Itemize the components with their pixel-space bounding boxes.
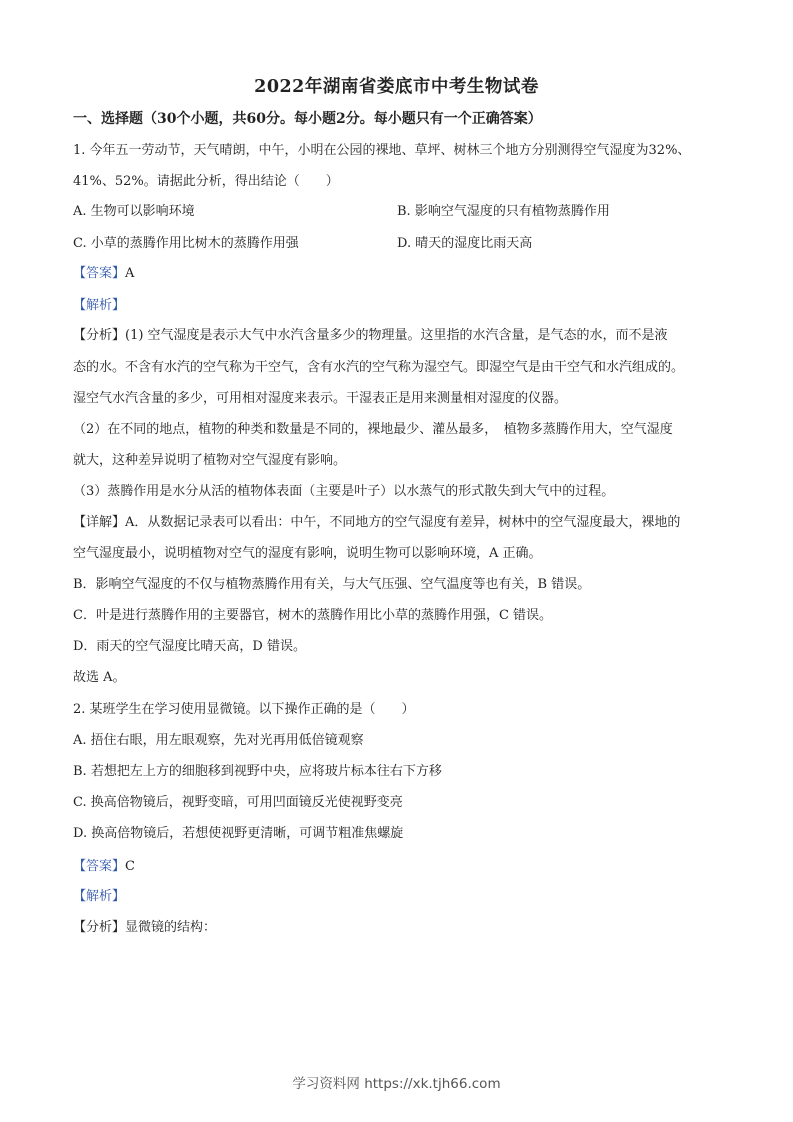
footer-watermark: 学习资料网 https://xk.tjh66.com — [292, 1076, 501, 1092]
answer-value: A — [125, 266, 135, 281]
answer-tag: 【答案】 — [73, 859, 126, 874]
page-title: 2022年湖南省娄底市中考生物试卷 — [254, 77, 539, 97]
q1-analysis-line: 湿空气水汽含量的多少，可用相对湿度来表示。干湿表正是用来测量相对湿度的仪器。 — [73, 391, 568, 406]
q2-analysis-line: 【分析】显微镜的结构： — [73, 920, 217, 935]
q1-stem-line-1: 1. 今年五一劳动节，天气晴朗，中午，小明在公园的裸地、草坪、树林三个地方分别测得空气湿度为32%、 — [73, 143, 691, 158]
q1-analysis-tag: 【解析】 — [73, 298, 126, 313]
q1-option-a: A. 生物可以影响环境 — [73, 204, 195, 219]
q1-option-c: C. 小草的蒸腾作用比树木的蒸腾作用强 — [73, 236, 299, 251]
q1-analysis-line: （3）蒸腾作用是水分从活的植物体表面（主要是叶子）以水蒸气的形式散失到大气中的过程。 — [73, 484, 615, 499]
q1-detail-line: 【详解】A．从数据记录表可以看出：中午，不同地方的空气湿度有差异，树林中的空气湿度最大，裸地的 — [73, 515, 681, 530]
q2-option-c: C. 换高倍物镜后，视野变暗，可用凹面镜反光使视野变亮 — [73, 795, 403, 810]
q2-analysis-tag: 【解析】 — [73, 889, 126, 904]
q1-detail-line: B．影响空气湿度的不仅与植物蒸腾作用有关，与大气压强、空气温度等也有关，B 错误。 — [73, 577, 591, 592]
q2-option-a: A. 捂住右眼，用左眼观察，先对光再用低倍镜观察 — [73, 733, 364, 748]
q1-conclusion: 故选 A。 — [73, 670, 126, 685]
q1-analysis-line: 就大，这种差异说明了植物对空气湿度有影响。 — [73, 453, 347, 468]
q1-detail-line: D．雨天的空气湿度比晴天高，D 错误。 — [73, 639, 306, 654]
answer-tag: 【答案】 — [73, 266, 126, 281]
q1-option-d: D. 晴天的湿度比雨天高 — [397, 236, 533, 251]
q1-detail-line: 空气湿度最小，说明植物对空气的湿度有影响，说明生物可以影响环境，A 正确。 — [73, 546, 542, 561]
q2-answer — [73, 859, 135, 875]
q1-detail-line: C．叶是进行蒸腾作用的主要器官，树木的蒸腾作用比小草的蒸腾作用强，C 错误。 — [73, 608, 553, 623]
q1-option-b: B. 影响空气湿度的只有植物蒸腾作用 — [397, 204, 610, 219]
q1-analysis-line: 态的水。不含有水汽的空气称为干空气，含有水汽的空气称为湿空气。即湿空气是由干空气和水汽组成的。 — [73, 360, 685, 375]
answer-value: C — [125, 859, 135, 874]
q1-stem-line-2: 41%、52%。请据此分析，得出结论（ ） — [73, 174, 339, 189]
q1-analysis-line: 【分析】(1) 空气湿度是表示大气中水汽含量多少的物理量。这里指的水汽含量，是气态的水，而不是液 — [73, 328, 668, 343]
q2-stem: 2. 某班学生在学习使用显微镜。以下操作正确的是（ ） — [73, 702, 415, 717]
q1-analysis-line: （2）在不同的地点，植物的种类和数量是不同的，裸地最少、灌丛最多， 植物多蒸腾作用大，空气湿度 — [73, 422, 673, 437]
q2-option-d: D. 换高倍物镜后，若想使视野更清晰，可调节粗准焦螺旋 — [73, 826, 404, 841]
section-heading: 一、选择题（30个小题，共60分。每小题2分。每小题只有一个正确答案） — [73, 111, 542, 127]
q2-option-b: B. 若想把左上方的细胞移到视野中央，应将玻片标本往右下方移 — [73, 764, 442, 779]
q1-answer — [73, 266, 134, 282]
